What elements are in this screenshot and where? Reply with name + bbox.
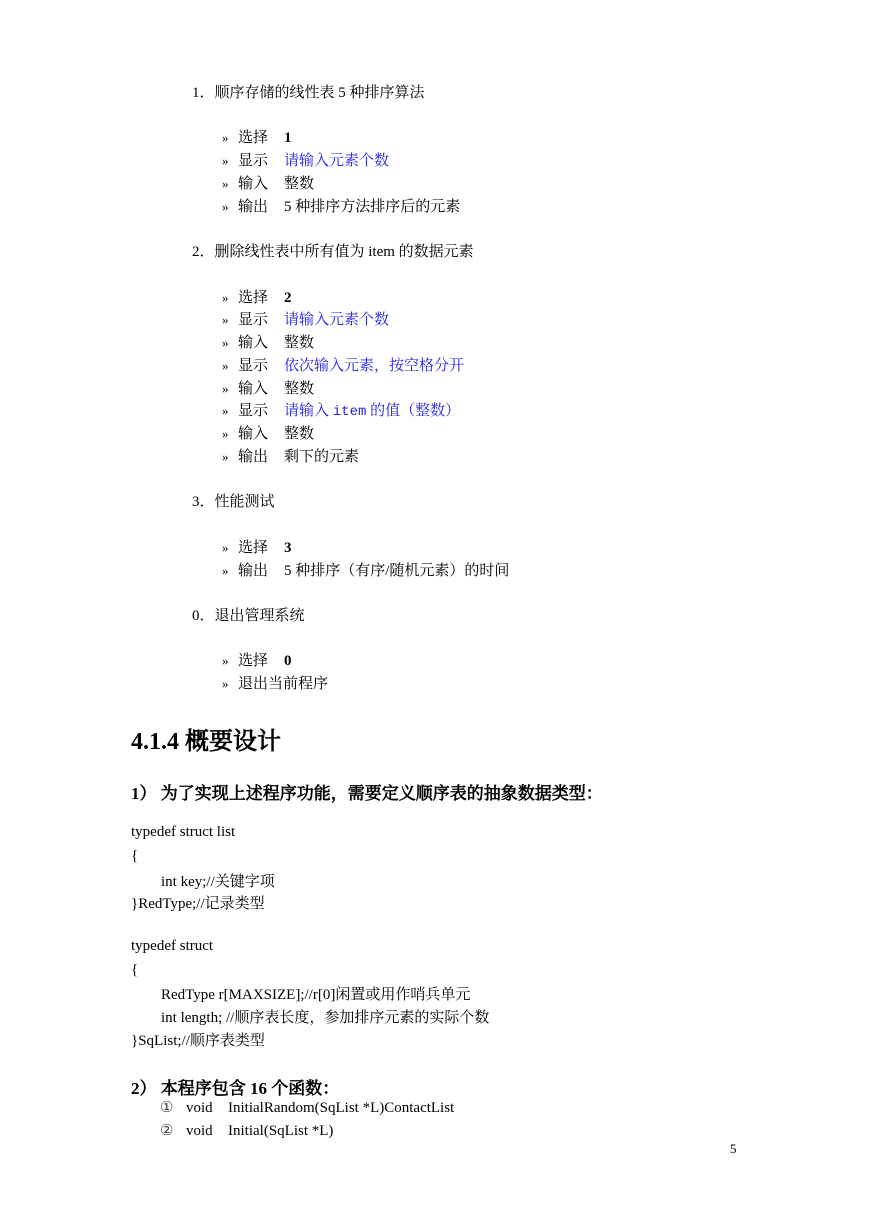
bullet-action: 输入: [238, 381, 269, 397]
bullet-action: 输入: [238, 176, 269, 192]
function-number: ①: [160, 1100, 174, 1116]
bullet-row: [222, 672, 328, 693]
bullet-marker: »: [222, 290, 229, 305]
code-line: typedef struct: [131, 938, 214, 954]
code-line: {: [131, 962, 139, 978]
bullet-row: [222, 377, 314, 398]
bullet-action: 选择: [238, 290, 269, 306]
code-line: }SqList;//顺序表类型: [131, 1033, 265, 1049]
bullet-value-code: item: [332, 404, 367, 420]
bullet-value: 整数: [284, 381, 315, 397]
bullet-marker: »: [222, 449, 229, 464]
function-return-type: void: [186, 1123, 213, 1139]
bullet-value: 依次输入元素，按空格分开: [284, 358, 465, 374]
bullet-row: [222, 354, 464, 375]
menu-item-3-title: 3．性能测试: [192, 494, 275, 510]
menu-item-1-title: 1．顺序存储的线性表 5 种排序算法: [192, 85, 425, 101]
bullet-row: [222, 308, 389, 329]
bullet-row: [222, 172, 314, 193]
bullet-row: [222, 331, 314, 352]
bullet-action: 输出: [238, 449, 269, 465]
bullet-value: 请输入元素个数: [284, 312, 390, 328]
bullet-marker: »: [222, 312, 229, 327]
bullet-action: 选择: [238, 653, 269, 669]
bullet-marker: »: [222, 653, 229, 668]
bullet-action: 显示: [238, 358, 269, 374]
subsection-2-heading: 2） 本程序包含 16 个函数：: [131, 1079, 340, 1098]
bullet-marker: »: [222, 540, 229, 555]
bullet-action: 输出: [238, 563, 269, 579]
bullet-row: [222, 649, 292, 670]
bullet-action: 输出: [238, 199, 269, 215]
menu-item-2-title: 2．删除线性表中所有值为 item 的数据元素: [192, 244, 474, 260]
subsection-1-heading: 1） 为了实现上述程序功能，需要定义顺序表的抽象数据类型：: [131, 784, 603, 803]
bullet-value: 整数: [284, 426, 315, 442]
code-line: }RedType;//记录类型: [131, 896, 265, 912]
function-item: [160, 1098, 454, 1117]
code-line: typedef struct list: [131, 824, 236, 840]
bullet-value-pre: 请输入: [284, 403, 333, 419]
bullet-value: 剩下的元素: [284, 449, 360, 465]
bullet-marker: »: [222, 426, 229, 441]
bullet-value: 2: [284, 290, 292, 306]
bullet-action: 输入: [238, 426, 269, 442]
function-signature: InitialRandom(SqList *L)ContactList: [228, 1100, 455, 1116]
bullet-action: 显示: [238, 312, 269, 328]
bullet-row: [222, 195, 460, 216]
page-number: 5: [730, 1141, 737, 1156]
bullet-marker: »: [222, 335, 229, 350]
bullet-marker: »: [222, 199, 229, 214]
function-number: ②: [160, 1123, 174, 1139]
bullet-action: 输入: [238, 335, 269, 351]
bullet-action: 选择: [238, 540, 269, 556]
bullet-marker: »: [222, 403, 229, 418]
bullet-action: 退出当前程序: [238, 676, 329, 692]
code-line: int length; //顺序表长度，参加排序元素的实际个数: [161, 1010, 490, 1026]
bullet-action: 显示: [238, 153, 269, 169]
function-signature: Initial(SqList *L): [228, 1123, 334, 1139]
bullet-row: [222, 286, 292, 307]
function-return-type: void: [186, 1100, 213, 1116]
bullet-marker: »: [222, 358, 229, 373]
code-line: RedType r[MAXSIZE];//r[0]闲置或用作哨兵单元: [161, 987, 471, 1003]
bullet-row: [222, 399, 460, 420]
bullet-marker: »: [222, 563, 229, 578]
bullet-marker: »: [222, 153, 229, 168]
bullet-row: [222, 126, 292, 147]
bullet-value: 整数: [284, 176, 315, 192]
bullet-action: 选择: [238, 130, 269, 146]
bullet-value: 整数: [284, 335, 315, 351]
bullet-value: 1: [284, 130, 292, 146]
bullet-action: 显示: [238, 403, 269, 419]
bullet-marker: »: [222, 176, 229, 191]
bullet-marker: »: [222, 130, 229, 145]
bullet-value: 5 种排序方法排序后的元素: [284, 199, 461, 215]
code-line: {: [131, 848, 139, 864]
bullet-value: 0: [284, 653, 292, 669]
bullet-value: [284, 403, 460, 419]
section-heading: 4.1.4 概要设计: [131, 729, 281, 755]
bullet-row: [222, 445, 359, 466]
bullet-value: 5 种排序（有序/随机元素）的时间: [284, 563, 510, 579]
bullet-row: [222, 422, 314, 443]
function-item: [160, 1121, 333, 1140]
bullet-row: [222, 559, 509, 580]
bullet-marker: »: [222, 676, 229, 691]
bullet-value: 3: [284, 540, 292, 556]
bullet-marker: »: [222, 381, 229, 396]
bullet-value: 请输入元素个数: [284, 153, 390, 169]
code-line: int key;//关键字项: [161, 874, 275, 890]
bullet-value-post: 的值（整数）: [366, 403, 461, 419]
bullet-row: [222, 536, 292, 557]
menu-item-0-title: 0．退出管理系统: [192, 608, 305, 624]
bullet-row: [222, 149, 389, 170]
